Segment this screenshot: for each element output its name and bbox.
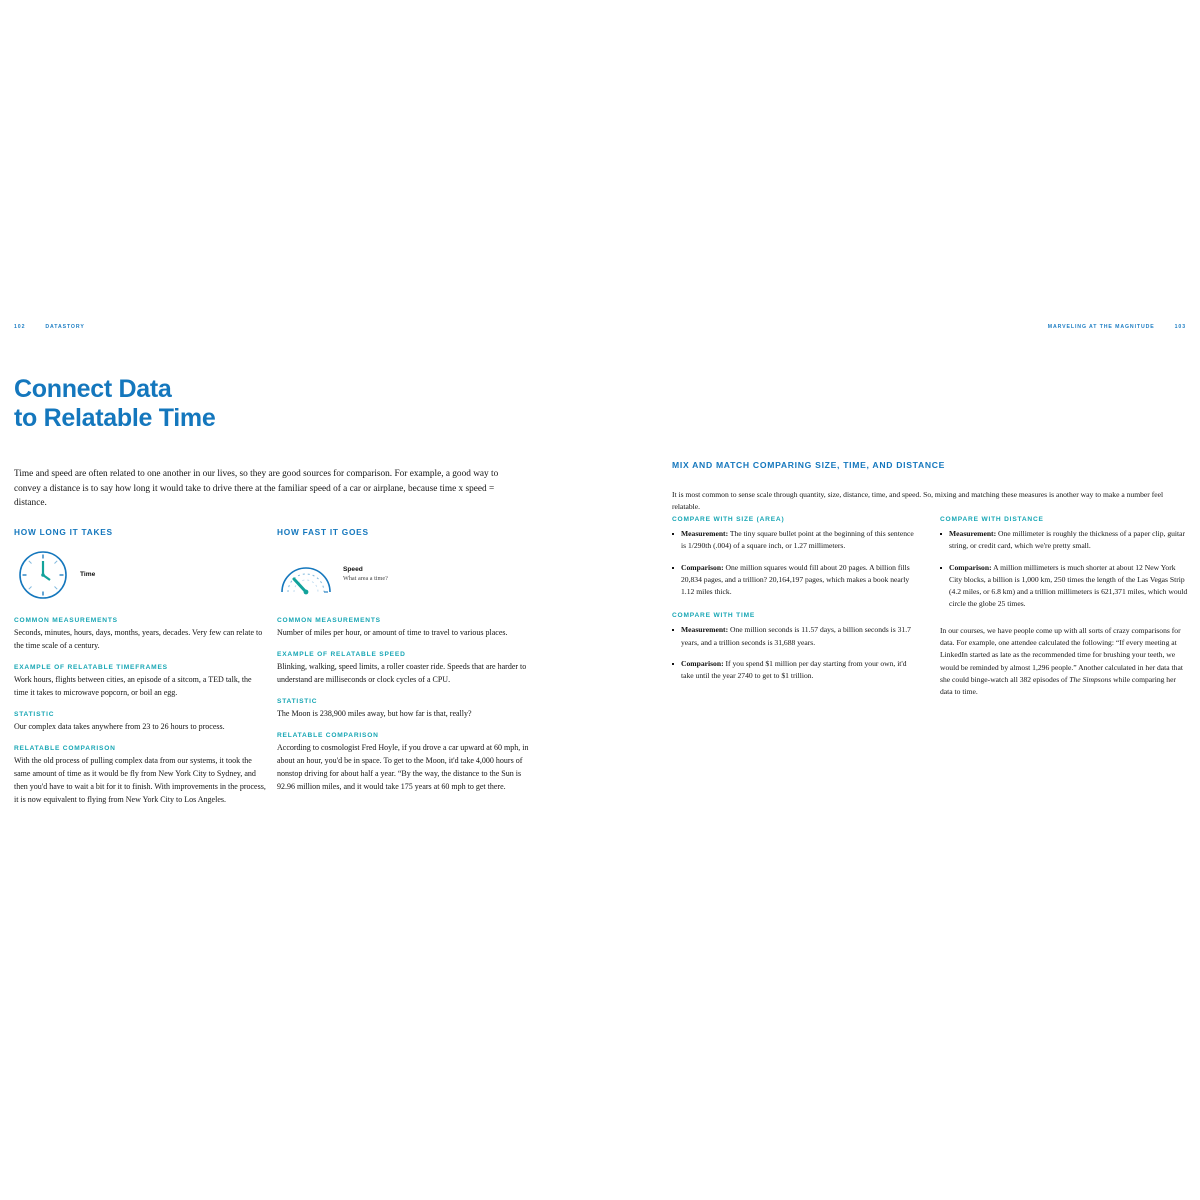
bullet-list bbox=[940, 528, 1188, 611]
bullet-label: Comparison: bbox=[681, 562, 724, 572]
page-title: Connect Data to Relatable Time bbox=[14, 374, 216, 433]
section-body: With the old process of pulling complex data from our systems, it took the same amount of time as it would be fly from New York City to Sydney, and then you'd have to wait a bit for it to finish. With improvements in the process, it is now equivalent to flying from New York City to Los Angeles. bbox=[14, 755, 266, 804]
icon-caption-time bbox=[80, 571, 95, 580]
section-heading: STATISTIC bbox=[277, 697, 318, 705]
list-item bbox=[940, 528, 1188, 553]
bullet-text: One millimeter is roughly the thickness of a paper clip, guitar string, or credit card, which we're pretty small. bbox=[949, 529, 1186, 551]
folio-right: 103 bbox=[1174, 324, 1186, 330]
list-item bbox=[940, 562, 1188, 611]
column-heading: HOW FAST IT GOES bbox=[277, 527, 369, 537]
section-body: Seconds, minutes, hours, days, months, years, decades. Very few can relate to the time scale of a century. bbox=[14, 628, 263, 650]
speedometer-icon bbox=[277, 546, 335, 604]
list-item bbox=[672, 562, 920, 599]
section-heading: EXAMPLE OF RELATABLE SPEED bbox=[277, 650, 406, 658]
group-heading: COMPARE WITH TIME bbox=[672, 612, 756, 620]
bullet-label: Comparison: bbox=[949, 562, 992, 572]
icon-label: Time bbox=[80, 570, 96, 578]
bullet-text: The tiny square bullet point at the beginning of this sentence is 1/290th (.004) of a square inch, or 1.27 millimeters. bbox=[681, 529, 914, 551]
icon-caption-speed bbox=[343, 566, 388, 583]
column-distance bbox=[940, 516, 1188, 699]
bullet-list bbox=[672, 624, 920, 682]
section-list bbox=[277, 617, 529, 794]
bullet-list bbox=[672, 528, 920, 598]
section-intro: It is most common to sense scale through quantity, size, distance, time, and speed. So, mixing and matching these measures is another way to make a number feel relatable. bbox=[672, 489, 1164, 511]
right-page bbox=[600, 0, 1200, 1200]
bullet-label: Measurement: bbox=[949, 529, 997, 538]
bullet-text: One million squares would fill about 20 pages. A billion fills 20,834 pages, and a trillion? 20,164,197 pages, which makes a book nearly 1.12 miles thick. bbox=[681, 562, 910, 597]
bullet-text: If you spend $1 million per day starting from your own, it'd take until the year 2740 to get to $1 trillion. bbox=[681, 659, 907, 681]
section-heading: EXAMPLE OF RELATABLE TIMEFRAMES bbox=[14, 663, 168, 671]
column-how-fast-it-goes bbox=[277, 527, 529, 794]
bullet-text: One million seconds is 11.57 days, a billion seconds is 31.7 years, and a trillion seconds is 31,688 years. bbox=[681, 625, 911, 647]
bullet-label: Measurement: bbox=[681, 625, 729, 635]
section-heading: RELATABLE COMPARISON bbox=[14, 744, 116, 752]
column-size-and-time bbox=[672, 516, 920, 692]
section-body: Work hours, flights between cities, an episode of a sitcom, a TED talk, the time it takes to microwave popcorn, or boil an egg. bbox=[14, 674, 252, 697]
clock-icon bbox=[14, 546, 72, 604]
folio-left: 102 bbox=[14, 324, 26, 330]
section-heading: STATISTIC bbox=[14, 710, 55, 718]
section-body: According to cosmologist Fred Hoyle, if you drove a car upward at 60 mph, in about an hour, you'd be in space. To get to the Moon, it'd take 4,000 hours of nonstop driving for about half a year. “By the way, the distance to the Sun is 92.96 million miles, and it would take 175 years at 60 mph to get there. bbox=[277, 742, 529, 791]
closing-paragraph: In our courses, we have people come up with all sorts of crazy comparisons for data. For example, one attendee calculated the following: “If every meeting at LinkedIn started as late as the recommended time for brushing your teeth, we would be reminded by almost 1,296 people.” Another calculated in her data that she could binge-watch all 382 episodes of The Simpsons while comparing her data to time. bbox=[940, 625, 1183, 697]
chapter-name-right: MARVELING AT THE MAGNITUDE bbox=[1047, 324, 1155, 330]
list-item bbox=[672, 624, 920, 649]
section-body: Blinking, walking, speed limits, a roller coaster ride. Speeds that are harder to understand are milliseconds or clock cycles of a CPU. bbox=[277, 661, 527, 684]
bullet-label: Comparison: bbox=[681, 659, 724, 669]
section-heading: RELATABLE COMPARISON bbox=[277, 731, 379, 739]
icon-label: Speed bbox=[343, 566, 363, 574]
intro-paragraph: Time and speed are often related to one another in our lives, so they are good sources for comparison. For example, a good way to convey a distance is to say how long it would take to drive there at the familiar speed of a car or airplane, because time x speed = distance. bbox=[14, 469, 499, 509]
icon-row-speed bbox=[277, 545, 529, 605]
icon-sublabel: What area a time? bbox=[343, 575, 388, 583]
list-item bbox=[672, 658, 920, 683]
bullet-text: A million millimeters is much shorter at about 12 New York City blocks, a billion is 1,000 km, 250 times the length of the Las Vegas Strip (4.2 miles, or 6.8 km) and a trillion millimeters is 621,371 miles, which would circle the globe 25 times. bbox=[949, 562, 1188, 609]
book-title-left: DATASTORY bbox=[45, 324, 85, 330]
bullet-label: Measurement: bbox=[681, 529, 729, 538]
section-body: Our complex data takes anywhere from 23 to 26 hours to process. bbox=[14, 721, 225, 731]
group-heading: COMPARE WITH DISTANCE bbox=[940, 516, 1044, 523]
section-body: Number of miles per hour, or amount of time to travel to various places. bbox=[277, 628, 508, 637]
section-list bbox=[14, 617, 266, 807]
column-how-long-it-takes bbox=[14, 527, 266, 807]
group-heading: COMPARE WITH SIZE (AREA) bbox=[672, 516, 785, 523]
section-heading: COMMON MEASUREMENTS bbox=[14, 617, 118, 624]
icon-row-time bbox=[14, 545, 266, 605]
column-heading: HOW LONG IT TAKES bbox=[14, 527, 113, 537]
section-title: MIX AND MATCH COMPARING SIZE, TIME, AND DISTANCE bbox=[672, 460, 946, 470]
section-body: The Moon is 238,900 miles away, but how far is that, really? bbox=[277, 708, 472, 718]
list-item bbox=[672, 528, 920, 553]
section-heading: COMMON MEASUREMENTS bbox=[277, 617, 381, 624]
